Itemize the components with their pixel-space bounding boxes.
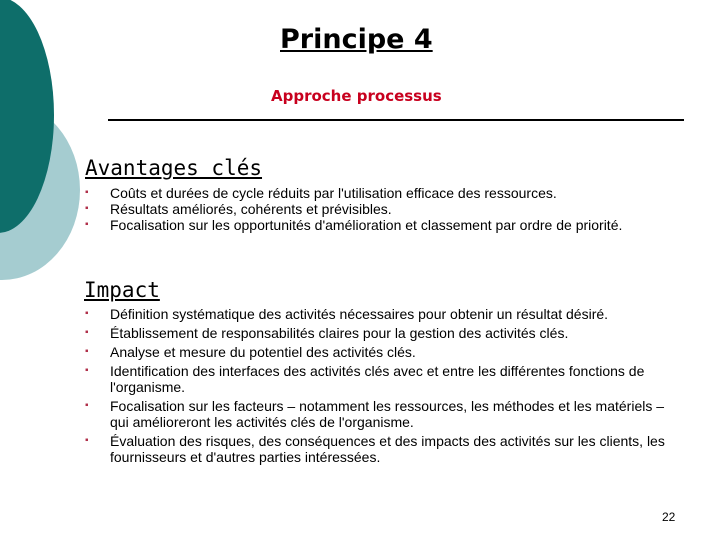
list-item: ▪ Établissement de responsabilités claires pour la gestion des activités clés. xyxy=(85,325,685,341)
page-number: 22 xyxy=(662,510,676,524)
list-item: ▪ Résultats améliorés, cohérents et prévisibles. xyxy=(85,201,685,217)
list-item: ▪ Focalisation sur les facteurs – notamment les ressources, les méthodes et les matériels – qui amélioreront les activités clés de l'organisme. xyxy=(85,398,685,430)
bullet-list-impact xyxy=(85,306,685,468)
list-item: ▪ Évaluation des risques, des conséquences et des impacts des activités sur les clients, les fournisseurs et d'autres parties intéressées. xyxy=(85,433,685,465)
slide-title: Principe 4 xyxy=(280,24,433,55)
decorative-circles xyxy=(0,0,110,300)
divider-line xyxy=(108,119,684,121)
bullet-list-avantages xyxy=(85,185,685,233)
section-heading-impact: Impact xyxy=(84,278,160,302)
list-item: ▪ Identification des interfaces des activités clés avec et entre les différentes fonctions de l'organisme. xyxy=(85,363,685,395)
list-item: ▪ Définition systématique des activités nécessaires pour obtenir un résultat désiré. xyxy=(85,306,685,322)
list-item: ▪ Focalisation sur les opportunités d'amélioration et classement par ordre de priorité. xyxy=(85,217,685,233)
list-item: ▪ Analyse et mesure du potentiel des activités clés. xyxy=(85,344,685,360)
list-item: ▪ Coûts et durées de cycle réduits par l'utilisation efficace des ressources. xyxy=(85,185,685,201)
slide-subtitle: Approche processus xyxy=(271,87,442,105)
section-heading-avantages: Avantages clés xyxy=(85,156,263,180)
